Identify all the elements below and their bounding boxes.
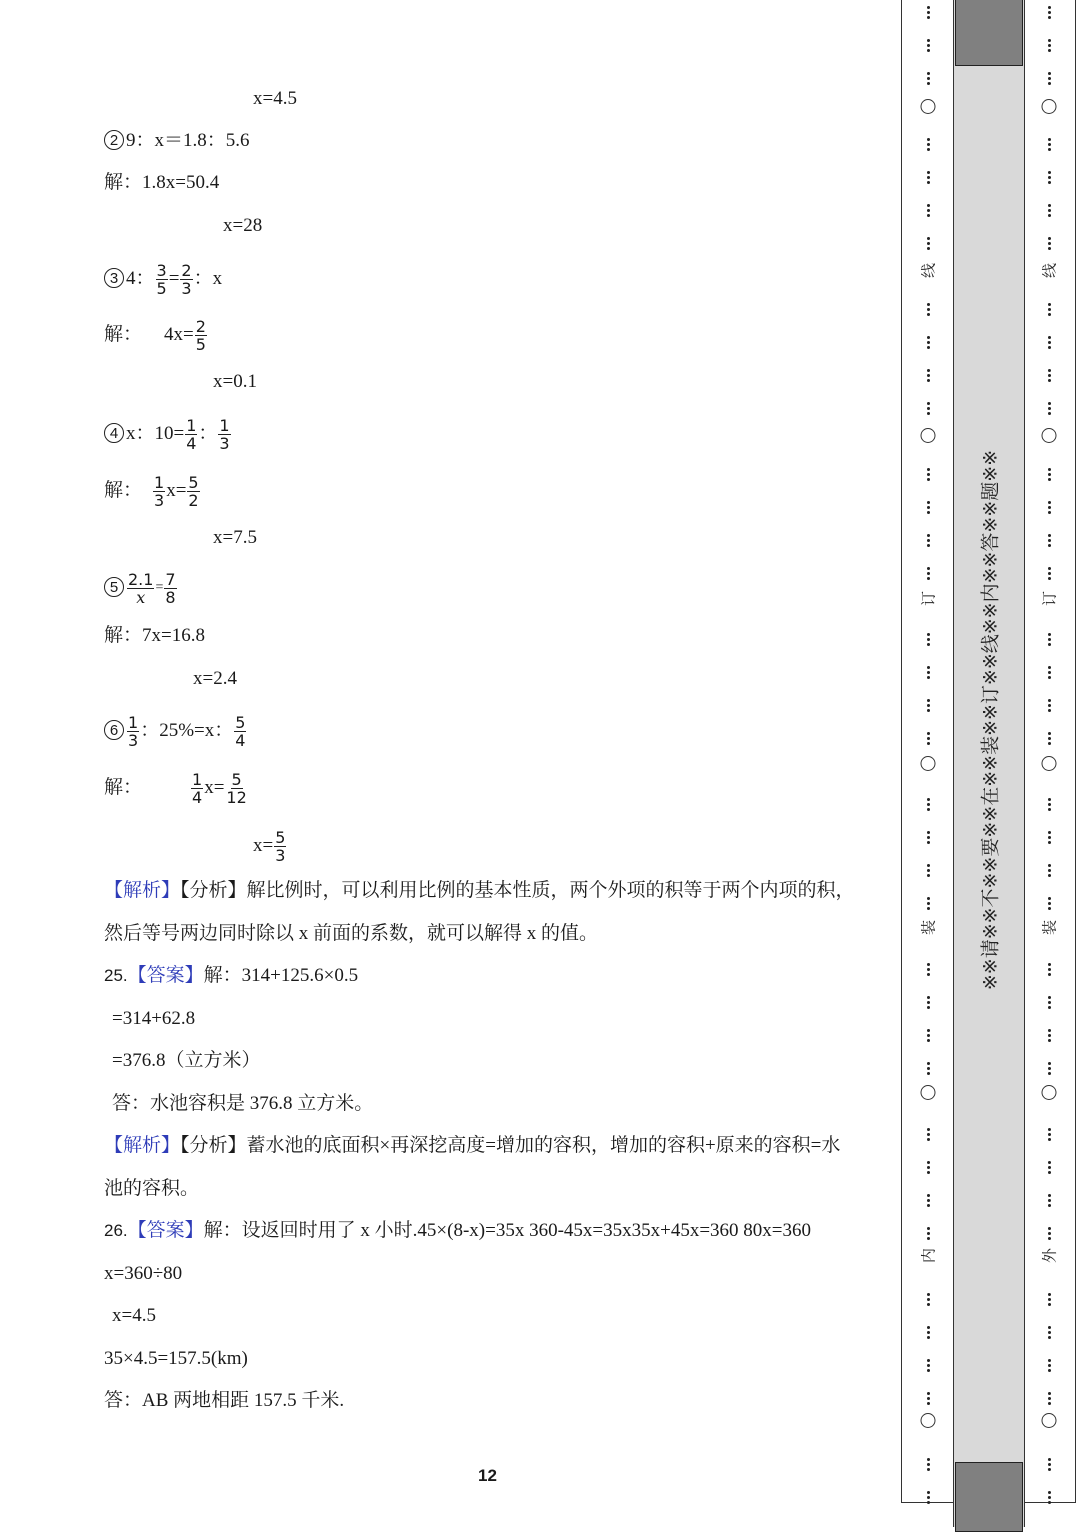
q25-line2: =314+62.8 — [112, 1008, 196, 1029]
q6-step — [104, 771, 249, 806]
numerator: 2.1 — [128, 570, 154, 589]
numerator: 5 — [275, 828, 286, 847]
equals: = — [168, 267, 180, 289]
numerator: 1 — [186, 416, 197, 435]
binding-hole-icon — [921, 1085, 936, 1100]
numerator: 5 — [188, 473, 199, 492]
q25-analysis-line-1 — [104, 1134, 840, 1158]
binding-hole-icon — [921, 428, 936, 443]
binding-tab-bottom — [955, 1462, 1023, 1532]
q3-suffix: ：x — [193, 267, 223, 289]
dotted-cut-line-icon — [925, 499, 931, 516]
dotted-cut-line-icon — [1046, 961, 1052, 978]
q25-line3: =376.8（立方米） — [112, 1050, 261, 1071]
q26-line2: x=360÷80 — [104, 1263, 183, 1284]
q25-answer-line — [104, 964, 358, 988]
binding-strip-outer — [1022, 0, 1076, 1503]
dotted-cut-line-icon — [925, 367, 931, 384]
q5-step: 解：7x=16.8 — [104, 625, 205, 646]
numerator: 5 — [231, 770, 242, 789]
q2-result: x=28 — [223, 215, 263, 236]
fraction — [274, 829, 286, 864]
dotted-cut-line-icon — [1046, 301, 1052, 318]
dotted-cut-line-icon — [925, 1060, 931, 1077]
denominator: 4 — [235, 731, 246, 750]
dotted-cut-line-icon — [1046, 499, 1052, 516]
dotted-cut-line-icon — [1046, 334, 1052, 351]
dotted-cut-line-icon — [925, 895, 931, 912]
dotted-cut-line-icon — [1046, 202, 1052, 219]
dotted-cut-line-icon — [1046, 367, 1052, 384]
dotted-cut-line-icon — [925, 829, 931, 846]
dotted-cut-line-icon — [1046, 697, 1052, 714]
dotted-cut-line-icon — [1046, 829, 1052, 846]
dotted-cut-line-icon — [925, 631, 931, 648]
binding-hole-icon — [1042, 428, 1057, 443]
fraction — [164, 571, 176, 606]
fraction — [127, 571, 154, 606]
q5-result: x=2.4 — [193, 668, 237, 689]
dotted-cut-line-icon — [925, 400, 931, 417]
dotted-cut-line-icon — [1046, 1192, 1052, 1209]
dotted-cut-line-icon — [925, 1291, 931, 1308]
colon: ： — [198, 422, 218, 444]
q1-result: x=4.5 — [253, 88, 297, 109]
fraction — [153, 474, 165, 509]
jiexi-tag: 【解析】 — [104, 880, 181, 901]
dotted-cut-line-icon — [925, 1159, 931, 1176]
dotted-cut-line-icon — [1046, 796, 1052, 813]
dotted-cut-line-icon — [925, 1489, 931, 1506]
q26-line1: 解：设返回时用了 x 小时.45×(8-x)=35x 360-45x=35x35x+45x=360 80x=360 — [203, 1220, 812, 1241]
page-number: 12 — [478, 1466, 497, 1485]
q3-problem — [104, 262, 222, 297]
fraction — [195, 318, 207, 353]
dotted-cut-line-icon — [925, 862, 931, 879]
numerator: 2 — [195, 317, 206, 336]
numerator: 1 — [154, 473, 165, 492]
dotted-cut-line-icon — [925, 961, 931, 978]
q3-result: x=0.1 — [213, 371, 257, 392]
dotted-cut-line-icon — [925, 4, 931, 21]
dotted-cut-line-icon — [925, 70, 931, 87]
binding-hole-icon — [921, 1413, 936, 1428]
fraction — [127, 714, 139, 749]
dotted-cut-line-icon — [925, 136, 931, 153]
circled-number: 6 — [104, 720, 124, 740]
dotted-cut-line-icon — [1046, 1324, 1052, 1341]
q26-line4: 35×4.5=157.5(km) — [104, 1348, 248, 1369]
q6-result-lhs: x= — [253, 834, 274, 856]
denominator: 3 — [181, 279, 192, 298]
binding-hole-icon — [921, 99, 936, 114]
q3-solve-lhs: 4x= — [164, 323, 194, 345]
dotted-cut-line-icon — [1046, 664, 1052, 681]
dotted-cut-line-icon — [925, 994, 931, 1011]
fraction — [234, 714, 246, 749]
circled-number: 3 — [104, 268, 124, 288]
q26-line3: x=4.5 — [112, 1305, 156, 1326]
dotted-cut-line-icon — [1046, 1060, 1052, 1077]
fraction — [218, 417, 230, 452]
binding-hole-icon — [921, 756, 936, 771]
denominator: 3 — [128, 731, 139, 750]
circled-number: 5 — [104, 577, 124, 597]
numerator: 1 — [128, 713, 139, 732]
dotted-cut-line-icon — [1046, 1159, 1052, 1176]
fenxi-tag: 【分析】 — [180, 1135, 247, 1156]
q2-text: 9：x＝1.8：5.6 — [126, 130, 250, 151]
q6-result — [253, 829, 287, 864]
dotted-cut-line-icon — [1046, 37, 1052, 54]
dotted-cut-line-icon — [1046, 136, 1052, 153]
binding-label: 内 — [919, 1247, 938, 1264]
numerator: 5 — [235, 713, 246, 732]
dotted-cut-line-icon — [1046, 1489, 1052, 1506]
q6-problem — [104, 714, 247, 749]
q4-step — [104, 474, 201, 509]
binding-label: 装 — [1040, 919, 1059, 936]
dotted-cut-line-icon — [925, 1027, 931, 1044]
dotted-cut-line-icon — [1046, 1390, 1052, 1407]
q5-problem — [104, 571, 178, 606]
answer-tag: 【答案】 — [127, 1220, 204, 1241]
fraction — [156, 262, 168, 297]
binding-hole-icon — [1042, 1085, 1057, 1100]
q6-mid: ：25%=x： — [140, 719, 234, 741]
denominator: 4 — [186, 434, 197, 453]
dotted-cut-line-icon — [1046, 862, 1052, 879]
q26-answer-line — [104, 1219, 811, 1243]
fraction — [187, 474, 199, 509]
dotted-cut-line-icon — [925, 37, 931, 54]
dotted-cut-line-icon — [925, 664, 931, 681]
fenxi-tag: 【分析】 — [180, 880, 247, 901]
dotted-cut-line-icon — [1046, 70, 1052, 87]
dotted-cut-line-icon — [925, 301, 931, 318]
question-number: 26. — [104, 1221, 128, 1240]
dotted-cut-line-icon — [925, 796, 931, 813]
dotted-cut-line-icon — [925, 1126, 931, 1143]
analysis-text: 解比例时，可以利用比例的基本性质，两个外项的积等于两个内项的积， — [246, 880, 855, 901]
denominator: 5 — [195, 335, 206, 354]
q6-solve-mid: x= — [204, 776, 225, 798]
denominator: 5 — [156, 279, 167, 298]
dotted-cut-line-icon — [1046, 631, 1052, 648]
numerator: 1 — [219, 416, 230, 435]
dotted-cut-line-icon — [1046, 1456, 1052, 1473]
fraction — [180, 262, 192, 297]
binding-label: 线 — [919, 262, 938, 279]
dotted-cut-line-icon — [1046, 4, 1052, 21]
dotted-cut-line-icon — [925, 565, 931, 582]
solve-label: 解： — [104, 323, 143, 345]
q3-step — [104, 318, 208, 353]
binding-label: 线 — [1040, 262, 1059, 279]
q25-analysis-line-2: 池的容积。 — [104, 1178, 200, 1199]
dotted-cut-line-icon — [1046, 532, 1052, 549]
solve-label: 解： — [104, 479, 143, 501]
circled-number: 4 — [104, 423, 124, 443]
dotted-cut-line-icon — [1046, 1291, 1052, 1308]
solve-label: 解： — [104, 776, 143, 798]
numerator: 3 — [156, 261, 167, 280]
q4-problem — [104, 417, 232, 452]
analysis-text: 蓄水池的底面积×再深挖高度=增加的容积，增加的容积+原来的容积=水 — [246, 1135, 841, 1156]
binding-label: 订 — [919, 590, 938, 607]
dotted-cut-line-icon — [1046, 994, 1052, 1011]
analysis-line-2: 然后等号两边同时除以 x 前面的系数，就可以解得 x 的值。 — [104, 923, 599, 944]
dotted-cut-line-icon — [1046, 169, 1052, 186]
denominator: 2 — [188, 491, 199, 510]
binding-strip-inner — [901, 0, 956, 1503]
fraction — [225, 771, 247, 806]
dotted-cut-line-icon — [1046, 895, 1052, 912]
dotted-cut-line-icon — [1046, 400, 1052, 417]
dotted-cut-line-icon — [925, 532, 931, 549]
dotted-cut-line-icon — [925, 730, 931, 747]
fraction — [191, 771, 203, 806]
binding-label: 外 — [1040, 1247, 1059, 1264]
q2-step: 解：1.8x=50.4 — [104, 172, 220, 193]
dotted-cut-line-icon — [925, 334, 931, 351]
numerator: 1 — [192, 770, 203, 789]
q25-line4: 答：水池容积是 376.8 立方米。 — [112, 1093, 374, 1114]
binding-hole-icon — [1042, 99, 1057, 114]
q3-prefix: 4： — [126, 267, 155, 289]
dotted-cut-line-icon — [1046, 1126, 1052, 1143]
binding-hole-icon — [1042, 1413, 1057, 1428]
binding-label: 装 — [919, 919, 938, 936]
denominator: 4 — [192, 788, 203, 807]
dotted-cut-line-icon — [925, 235, 931, 252]
dotted-cut-line-icon — [925, 1225, 931, 1242]
q26-line5: 答：AB 两地相距 157.5 千米. — [104, 1390, 345, 1411]
answer-tag: 【答案】 — [127, 965, 204, 986]
numerator: 7 — [165, 570, 176, 589]
dotted-cut-line-icon — [925, 466, 931, 483]
denominator: 3 — [154, 491, 165, 510]
jiexi-tag: 【解析】 — [104, 1135, 181, 1156]
denominator: 3 — [219, 434, 230, 453]
numerator: 2 — [181, 261, 192, 280]
dotted-cut-line-icon — [925, 1357, 931, 1374]
dotted-cut-line-icon — [925, 1192, 931, 1209]
circled-number: 2 — [104, 130, 124, 150]
dotted-cut-line-icon — [1046, 466, 1052, 483]
binding-hole-icon — [1042, 756, 1057, 771]
dotted-cut-line-icon — [1046, 235, 1052, 252]
binding-tab-top — [955, 0, 1023, 66]
dotted-cut-line-icon — [1046, 565, 1052, 582]
q4-prefix: x：10= — [126, 422, 185, 444]
dotted-cut-line-icon — [925, 202, 931, 219]
dotted-cut-line-icon — [925, 169, 931, 186]
no-answer-warning: ※※请※※不※※要※※在※※装※※订※※线※※内※※答※※题※※ — [979, 449, 1002, 991]
binding-label: 订 — [1040, 590, 1059, 607]
question-number: 25. — [104, 966, 128, 985]
dotted-cut-line-icon — [925, 1456, 931, 1473]
dotted-cut-line-icon — [925, 1324, 931, 1341]
dotted-cut-line-icon — [1046, 1225, 1052, 1242]
q25-line1: 解：314+125.6×0.5 — [203, 965, 359, 986]
dotted-cut-line-icon — [1046, 730, 1052, 747]
denominator: 8 — [165, 588, 176, 607]
dotted-cut-line-icon — [1046, 1357, 1052, 1374]
q4-solve-mid: x= — [166, 479, 187, 501]
fraction — [185, 417, 197, 452]
q4-result: x=7.5 — [213, 527, 257, 548]
q2-problem — [104, 129, 250, 153]
equals: = — [155, 579, 164, 595]
dotted-cut-line-icon — [1046, 1027, 1052, 1044]
denominator: 12 — [226, 788, 247, 807]
denominator: x — [136, 588, 146, 607]
dotted-cut-line-icon — [925, 1390, 931, 1407]
dotted-cut-line-icon — [925, 697, 931, 714]
denominator: 3 — [275, 846, 286, 865]
analysis-line-1 — [104, 879, 855, 903]
